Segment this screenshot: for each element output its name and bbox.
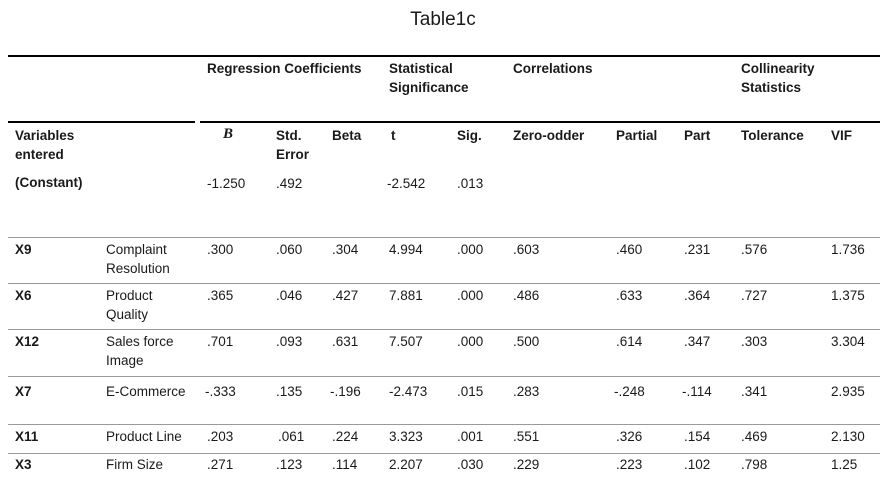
table-title: Table1c	[410, 9, 476, 30]
cell-sig: .000	[457, 242, 484, 257]
cell-sig: .000	[457, 334, 484, 349]
cell-vif: 2.935	[831, 384, 865, 399]
cell-beta: .114	[332, 457, 358, 472]
cell-std-error: .061	[278, 429, 305, 444]
col-header-variables: Variables entered	[15, 128, 75, 162]
col-header-tolerance: Tolerance	[741, 128, 804, 143]
row-divider	[8, 453, 880, 454]
cell-part: .102	[684, 457, 711, 472]
row-variable-name: E-Commerce	[106, 384, 186, 399]
cell-std-error: .123	[276, 457, 303, 472]
group-collinearity-statistics: Collinearity Statistics	[741, 61, 815, 95]
cell-partial: -.248	[614, 384, 645, 399]
row-variable-code: X11	[15, 429, 39, 444]
cell-vif: 3.304	[831, 334, 865, 349]
row-divider	[8, 329, 880, 330]
cell-t: 7.507	[389, 334, 423, 349]
row-variable-name: Sales force Image	[106, 334, 174, 368]
col-header-beta: Beta	[332, 128, 362, 143]
cell-t: 3.323	[389, 429, 423, 444]
row-divider	[8, 424, 880, 425]
row-divider	[8, 376, 880, 377]
cell-tolerance: .469	[741, 429, 768, 444]
header-rule-left	[8, 121, 195, 123]
row-variable-name: Firm Size	[106, 457, 163, 472]
row-divider	[8, 237, 880, 238]
row-variable-code: X3	[15, 457, 32, 472]
col-header-sig: Sig.	[457, 128, 482, 143]
col-header-zero-order: Zero-odder	[513, 128, 585, 143]
row-variable-code: X9	[15, 242, 32, 257]
cell-part: .347	[684, 334, 711, 349]
cell-partial: .223	[616, 457, 643, 472]
cell-tolerance: .303	[741, 334, 768, 349]
cell-sig: .001	[457, 429, 484, 444]
cell-zero-order: .486	[513, 288, 540, 303]
cell-tolerance: .798	[741, 457, 768, 472]
cell-beta: .427	[332, 288, 359, 303]
group-statistical-significance: Statistical Significance	[389, 61, 469, 95]
cell-zero-order: .283	[513, 384, 540, 399]
cell-sig: .000	[457, 288, 484, 303]
row-divider	[8, 283, 880, 284]
row-variable-code: X7	[15, 384, 32, 399]
cell-tolerance: .727	[741, 288, 768, 303]
cell-part: .231	[684, 242, 711, 257]
cell-vif: 1.736	[831, 242, 865, 257]
col-header-vif: VIF	[831, 128, 853, 143]
row-variable-code: X6	[15, 288, 32, 303]
col-header-part: Part	[684, 128, 711, 143]
cell-part: .154	[684, 429, 711, 444]
cell-beta: .631	[332, 334, 359, 349]
cell-beta: .224	[332, 429, 359, 444]
cell-t: -2.473	[389, 384, 428, 399]
cell-zero-order: .551	[513, 429, 540, 444]
cell-t: 7.881	[389, 288, 423, 303]
cell-beta: .304	[332, 242, 359, 257]
cell-vif: 1.375	[831, 288, 865, 303]
cell-b: .365	[207, 288, 234, 303]
cell-partial: .460	[616, 242, 643, 257]
cell-tolerance: .341	[741, 384, 768, 399]
group-correlations: Correlations	[513, 61, 593, 76]
header-rule-right	[200, 121, 880, 123]
cell-beta: -.196	[330, 384, 361, 399]
cell-zero-order: .603	[513, 242, 540, 257]
cell-vif: 1.25	[831, 457, 858, 472]
cell-sig: .013	[457, 176, 484, 191]
cell-partial: .633	[616, 288, 643, 303]
cell-t: 2.207	[389, 457, 423, 472]
cell-partial: .326	[616, 429, 643, 444]
cell-part: -.114	[682, 384, 712, 399]
cell-std-error: .060	[276, 242, 303, 257]
row-variable-name: Product Line	[106, 429, 182, 444]
col-header-b: B	[223, 126, 234, 142]
cell-std-error: .135	[276, 384, 303, 399]
col-header-partial: Partial	[616, 128, 658, 143]
col-header-t: t	[391, 128, 396, 143]
row-variable-name: Product Quality	[106, 288, 153, 322]
cell-zero-order: .229	[513, 457, 540, 472]
cell-sig: .030	[457, 457, 484, 472]
cell-t: 4.994	[389, 242, 423, 257]
row-variable-code: X12	[15, 334, 40, 349]
cell-part: .364	[684, 288, 711, 303]
cell-std-error: .046	[276, 288, 303, 303]
cell-tolerance: .576	[741, 242, 768, 257]
row-variable-code: (Constant)	[15, 175, 83, 190]
cell-t: -2.542	[387, 176, 426, 191]
col-header-std-error: Std. Error	[276, 128, 310, 162]
cell-b: .271	[207, 457, 234, 472]
cell-sig: .015	[457, 384, 484, 399]
cell-zero-order: .500	[513, 334, 540, 349]
top-rule	[8, 55, 880, 57]
cell-b: -1.250	[207, 176, 246, 191]
cell-b: -.333	[205, 384, 236, 399]
cell-b: .701	[207, 334, 234, 349]
row-variable-name: Complaint Resolution	[106, 242, 170, 276]
cell-std-error: .093	[276, 334, 303, 349]
cell-std-error: .492	[276, 176, 303, 191]
cell-b: .300	[207, 242, 234, 257]
group-regression-coefficients: Regression Coefficients	[207, 61, 362, 76]
cell-vif: 2.130	[831, 429, 865, 444]
cell-b: .203	[207, 429, 234, 444]
cell-partial: .614	[616, 334, 643, 349]
